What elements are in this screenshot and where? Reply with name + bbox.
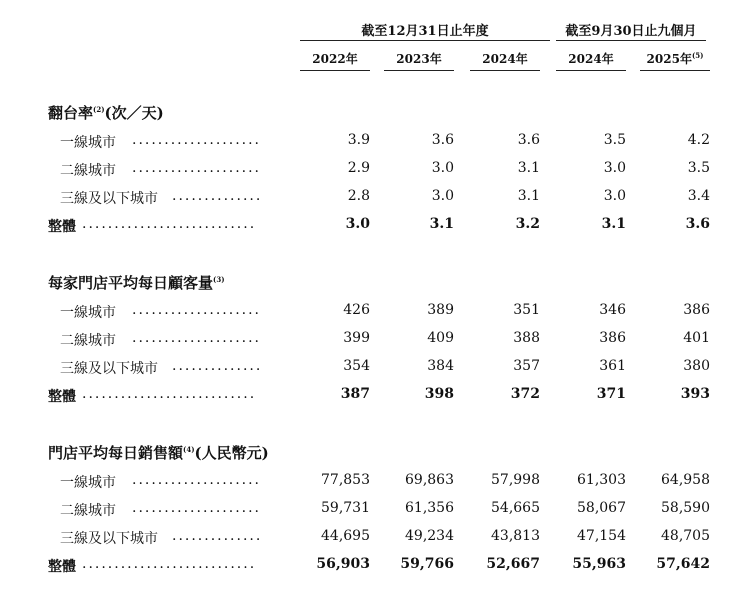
year-header-2: 2023年 [396,52,442,66]
leader-dots: .................... [132,132,262,148]
year-header-5-text: 2025年 [646,52,692,66]
table-row-total [0,216,739,238]
cell-value: 3.0 [603,188,626,204]
row-label: 一線城市 [60,135,116,151]
row-label: 一線城市 [60,305,116,321]
cell-value: 59,766 [400,556,454,572]
header-group-annual: 截至12月31日止年度 [361,24,489,39]
cell-value: 3.1 [517,188,540,204]
section-title-note: (4) [183,445,195,454]
leader-dots: .................... [132,472,262,488]
header-group-annual-rule [300,40,550,41]
year-rule-2 [384,70,454,71]
table-row [0,358,739,380]
cell-value: 351 [513,302,540,318]
cell-value: 409 [427,330,454,346]
cell-value: 57,642 [656,556,710,572]
section-title-unit: (次／天) [104,104,164,122]
cell-value: 69,863 [405,472,454,488]
leader-dots: ........................... [82,216,257,232]
cell-value: 386 [683,302,710,318]
cell-value: 61,356 [405,500,454,516]
leader-dots: .................... [132,302,262,318]
cell-value: 3.1 [601,216,626,232]
leader-dots: .................... [132,160,262,176]
cell-value: 3.5 [603,132,626,148]
cell-value: 4.2 [687,132,710,148]
table-row [0,188,739,210]
cell-value: 372 [510,386,540,402]
cell-value: 3.0 [603,160,626,176]
cell-value: 43,813 [491,528,540,544]
cell-value: 384 [427,358,454,374]
year-header-4: 2024年 [568,52,614,66]
table-row [0,302,739,324]
row-label: 整體 [48,219,76,235]
row-label: 整體 [48,559,76,575]
header-group-nine-months: 截至9月30日止九個月 [565,24,697,39]
cell-value: 3.6 [685,216,710,232]
cell-value: 401 [683,330,710,346]
cell-value: 3.4 [687,188,710,204]
section-title [48,272,225,293]
leader-dots: ........................... [82,556,257,572]
cell-value: 58,590 [661,500,710,516]
year-rule-5 [640,70,710,71]
year-header-3: 2024年 [482,52,528,66]
row-label: 整體 [48,389,76,405]
cell-value: 49,234 [405,528,454,544]
year-rule-3 [470,70,540,71]
table-row [0,132,739,154]
cell-value: 2.9 [347,160,370,176]
cell-value: 77,853 [321,472,370,488]
table-row-total [0,556,739,578]
cell-value: 52,667 [486,556,540,572]
row-label: 一線城市 [60,475,116,491]
cell-value: 3.9 [347,132,370,148]
row-label: 二線城市 [60,333,116,349]
cell-value: 3.6 [517,132,540,148]
cell-value: 48,705 [661,528,710,544]
cell-value: 398 [424,386,454,402]
cell-value: 47,154 [577,528,626,544]
section-title [48,102,164,123]
section-title-unit: (人民幣元) [194,444,269,462]
leader-dots: .............. [172,188,263,204]
year-rule-1 [300,70,370,71]
cell-value: 57,998 [491,472,540,488]
cell-value: 3.2 [515,216,540,232]
section-title-text: 每家門店平均每日顧客量 [48,274,214,292]
leader-dots: .................... [132,500,262,516]
row-label: 三線及以下城市 [60,191,158,207]
cell-value: 3.1 [517,160,540,176]
row-label: 二線城市 [60,163,116,179]
cell-value: 380 [683,358,710,374]
cell-value: 361 [599,358,626,374]
table-row-total [0,386,739,408]
table-row [0,528,739,550]
cell-value: 3.0 [431,160,454,176]
leader-dots: .................... [132,330,262,346]
cell-value: 399 [343,330,370,346]
section-title-text: 翻台率 [48,104,94,122]
cell-value: 54,665 [491,500,540,516]
cell-value: 386 [599,330,626,346]
cell-value: 3.0 [431,188,454,204]
year-header-5 [640,50,710,67]
cell-value: 388 [513,330,540,346]
row-label: 三線及以下城市 [60,361,158,377]
cell-value: 3.0 [345,216,370,232]
cell-value: 2.8 [347,188,370,204]
leader-dots: .............. [172,358,263,374]
cell-value: 354 [343,358,370,374]
section-title-note: (2) [93,105,105,114]
table-row [0,500,739,522]
cell-value: 3.6 [431,132,454,148]
cell-value: 61,303 [577,472,626,488]
section-title-text: 門店平均每日銷售額 [48,444,184,462]
leader-dots: ........................... [82,386,257,402]
cell-value: 55,963 [572,556,626,572]
leader-dots: .............. [172,528,263,544]
year-rule-4 [556,70,626,71]
year-header-5-note: (5) [691,51,704,60]
cell-value: 393 [680,386,710,402]
table-row [0,330,739,352]
cell-value: 64,958 [661,472,710,488]
cell-value: 387 [340,386,370,402]
cell-value: 346 [599,302,626,318]
table-row [0,472,739,494]
section-title-note: (3) [213,275,225,284]
cell-value: 44,695 [321,528,370,544]
cell-value: 371 [596,386,626,402]
cell-value: 389 [427,302,454,318]
cell-value: 3.5 [687,160,710,176]
cell-value: 357 [513,358,540,374]
cell-value: 58,067 [577,500,626,516]
cell-value: 426 [343,302,370,318]
year-header-1: 2022年 [312,52,358,66]
cell-value: 56,903 [316,556,370,572]
section-title [48,442,269,463]
row-label: 三線及以下城市 [60,531,158,547]
row-label: 二線城市 [60,503,116,519]
table-row [0,160,739,182]
cell-value: 3.1 [429,216,454,232]
header-group-nine-months-rule [556,40,706,41]
cell-value: 59,731 [321,500,370,516]
